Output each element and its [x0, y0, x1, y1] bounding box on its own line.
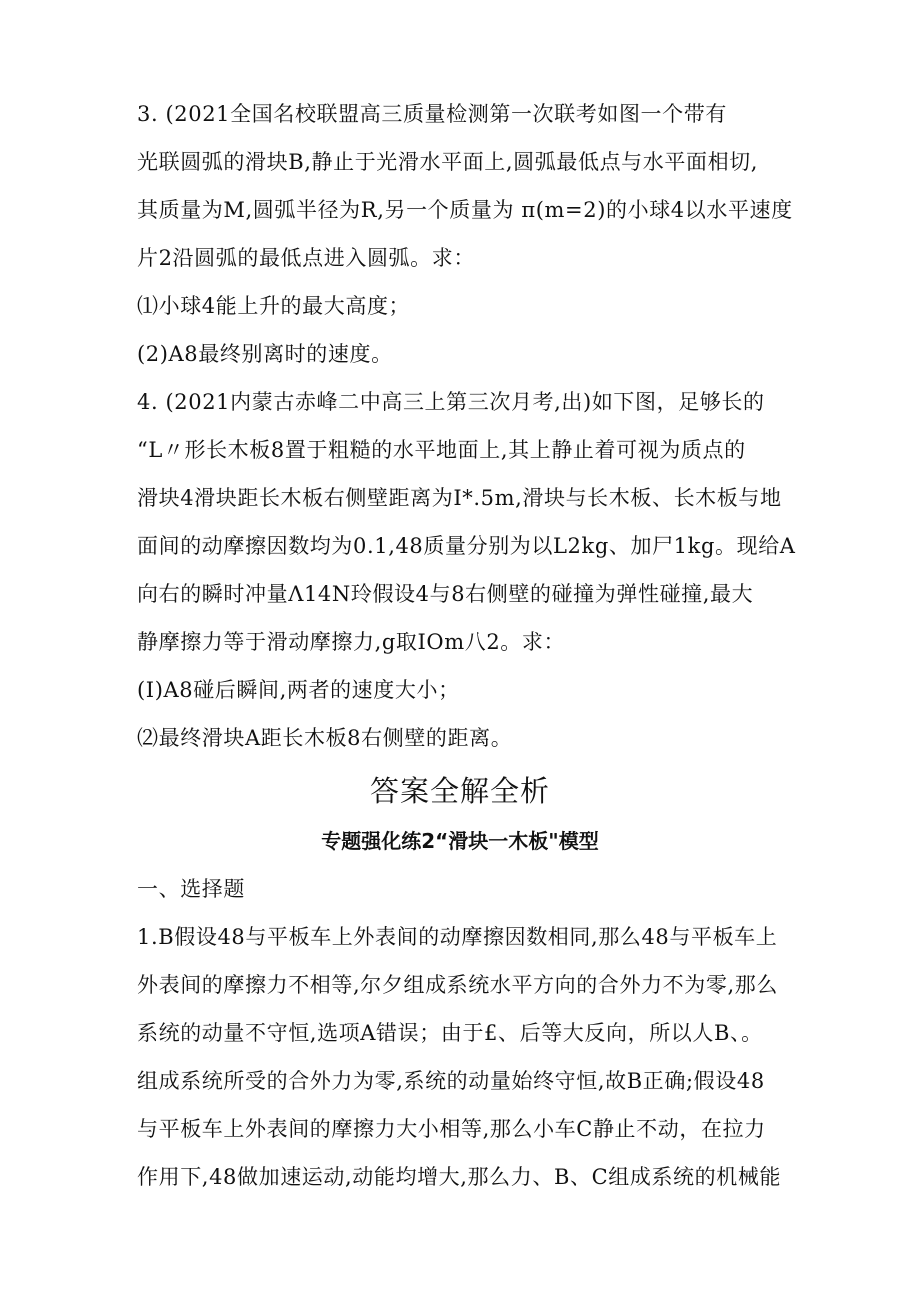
question3-line-1: 3. (2021全国名校联盟高三质量检测第一次联考如图一个带有	[137, 102, 727, 126]
answer1-line-6: 作用下,48做加速运动,动能均增大,那么力、B、C组成系统的机械能	[137, 1165, 782, 1189]
question3-part-2: (2)A8最终别离时的速度。	[137, 342, 393, 366]
question4-line-5: 向右的瞬时冲量Λ14N玲假设4与8右侧壁的碰撞为弹性碰撞,最大	[137, 582, 754, 606]
answer1-line-3: 系统的动量不守恒,选项A错误；由于£、后等大反向，所以人B、。	[137, 1021, 763, 1045]
answer1-line-5: 与平板车上外表间的摩擦力大小相等,那么小车C静止不动，在拉力	[137, 1117, 766, 1141]
answer1-line-2: 外表间的摩擦力不相等,尔夕组成系统水平方向的合外力不为零,那么	[137, 973, 778, 997]
question3-line-3: 其质量为M,圆弧半径为R,另一个质量为 π(m=2)的小球4以水平速度	[137, 198, 793, 222]
question4-part-2: ⑵最终滑块A距长木板8右侧壁的距离。	[137, 726, 513, 750]
question4-line-4: 面间的动摩擦因数均为0.1,48质量分别为以L2kg、加尸1kg。现给A	[137, 534, 796, 558]
answer-title: 答案全解全析	[369, 774, 550, 808]
section-title: 一、选择题	[137, 877, 245, 901]
question4-line-6: 静摩擦力等于滑动摩擦力,g取IOm八2。求：	[137, 630, 566, 654]
question3-part-1: ⑴小球4能上升的最大高度；	[137, 294, 411, 318]
question4-line-3: 滑块4滑块距长木板右侧壁距离为I*.5m,滑块与长木板、长木板与地	[137, 486, 782, 510]
answer-subtitle: 专题强化练2“滑块一木板"模型	[321, 829, 599, 853]
question4-part-1: (I)A8碰后瞬间,两者的速度大小；	[137, 678, 460, 702]
question3-line-4: 片2沿圆弧的最低点进入圆弧。求：	[137, 246, 475, 270]
question4-line-1: 4. (2021内蒙古赤峰二中高三上第三次月考,出)如下图，足够长的	[137, 390, 765, 414]
answer1-line-4: 组成系统所受的合外力为零,系统的动量始终守恒,故B正确;假设48	[137, 1069, 765, 1093]
question3-line-2: 光联圆弧的滑块B,静止于光滑水平面上,圆弧最低点与水平面相切,	[137, 150, 759, 174]
question4-line-2: “L〃形长木板8置于粗糙的水平地面上,其上静止着可视为质点的	[137, 438, 746, 462]
answer1-line-1: 1.B假设48与平板车上外表间的动摩擦因数相同,那么48与平板车上	[137, 925, 778, 949]
